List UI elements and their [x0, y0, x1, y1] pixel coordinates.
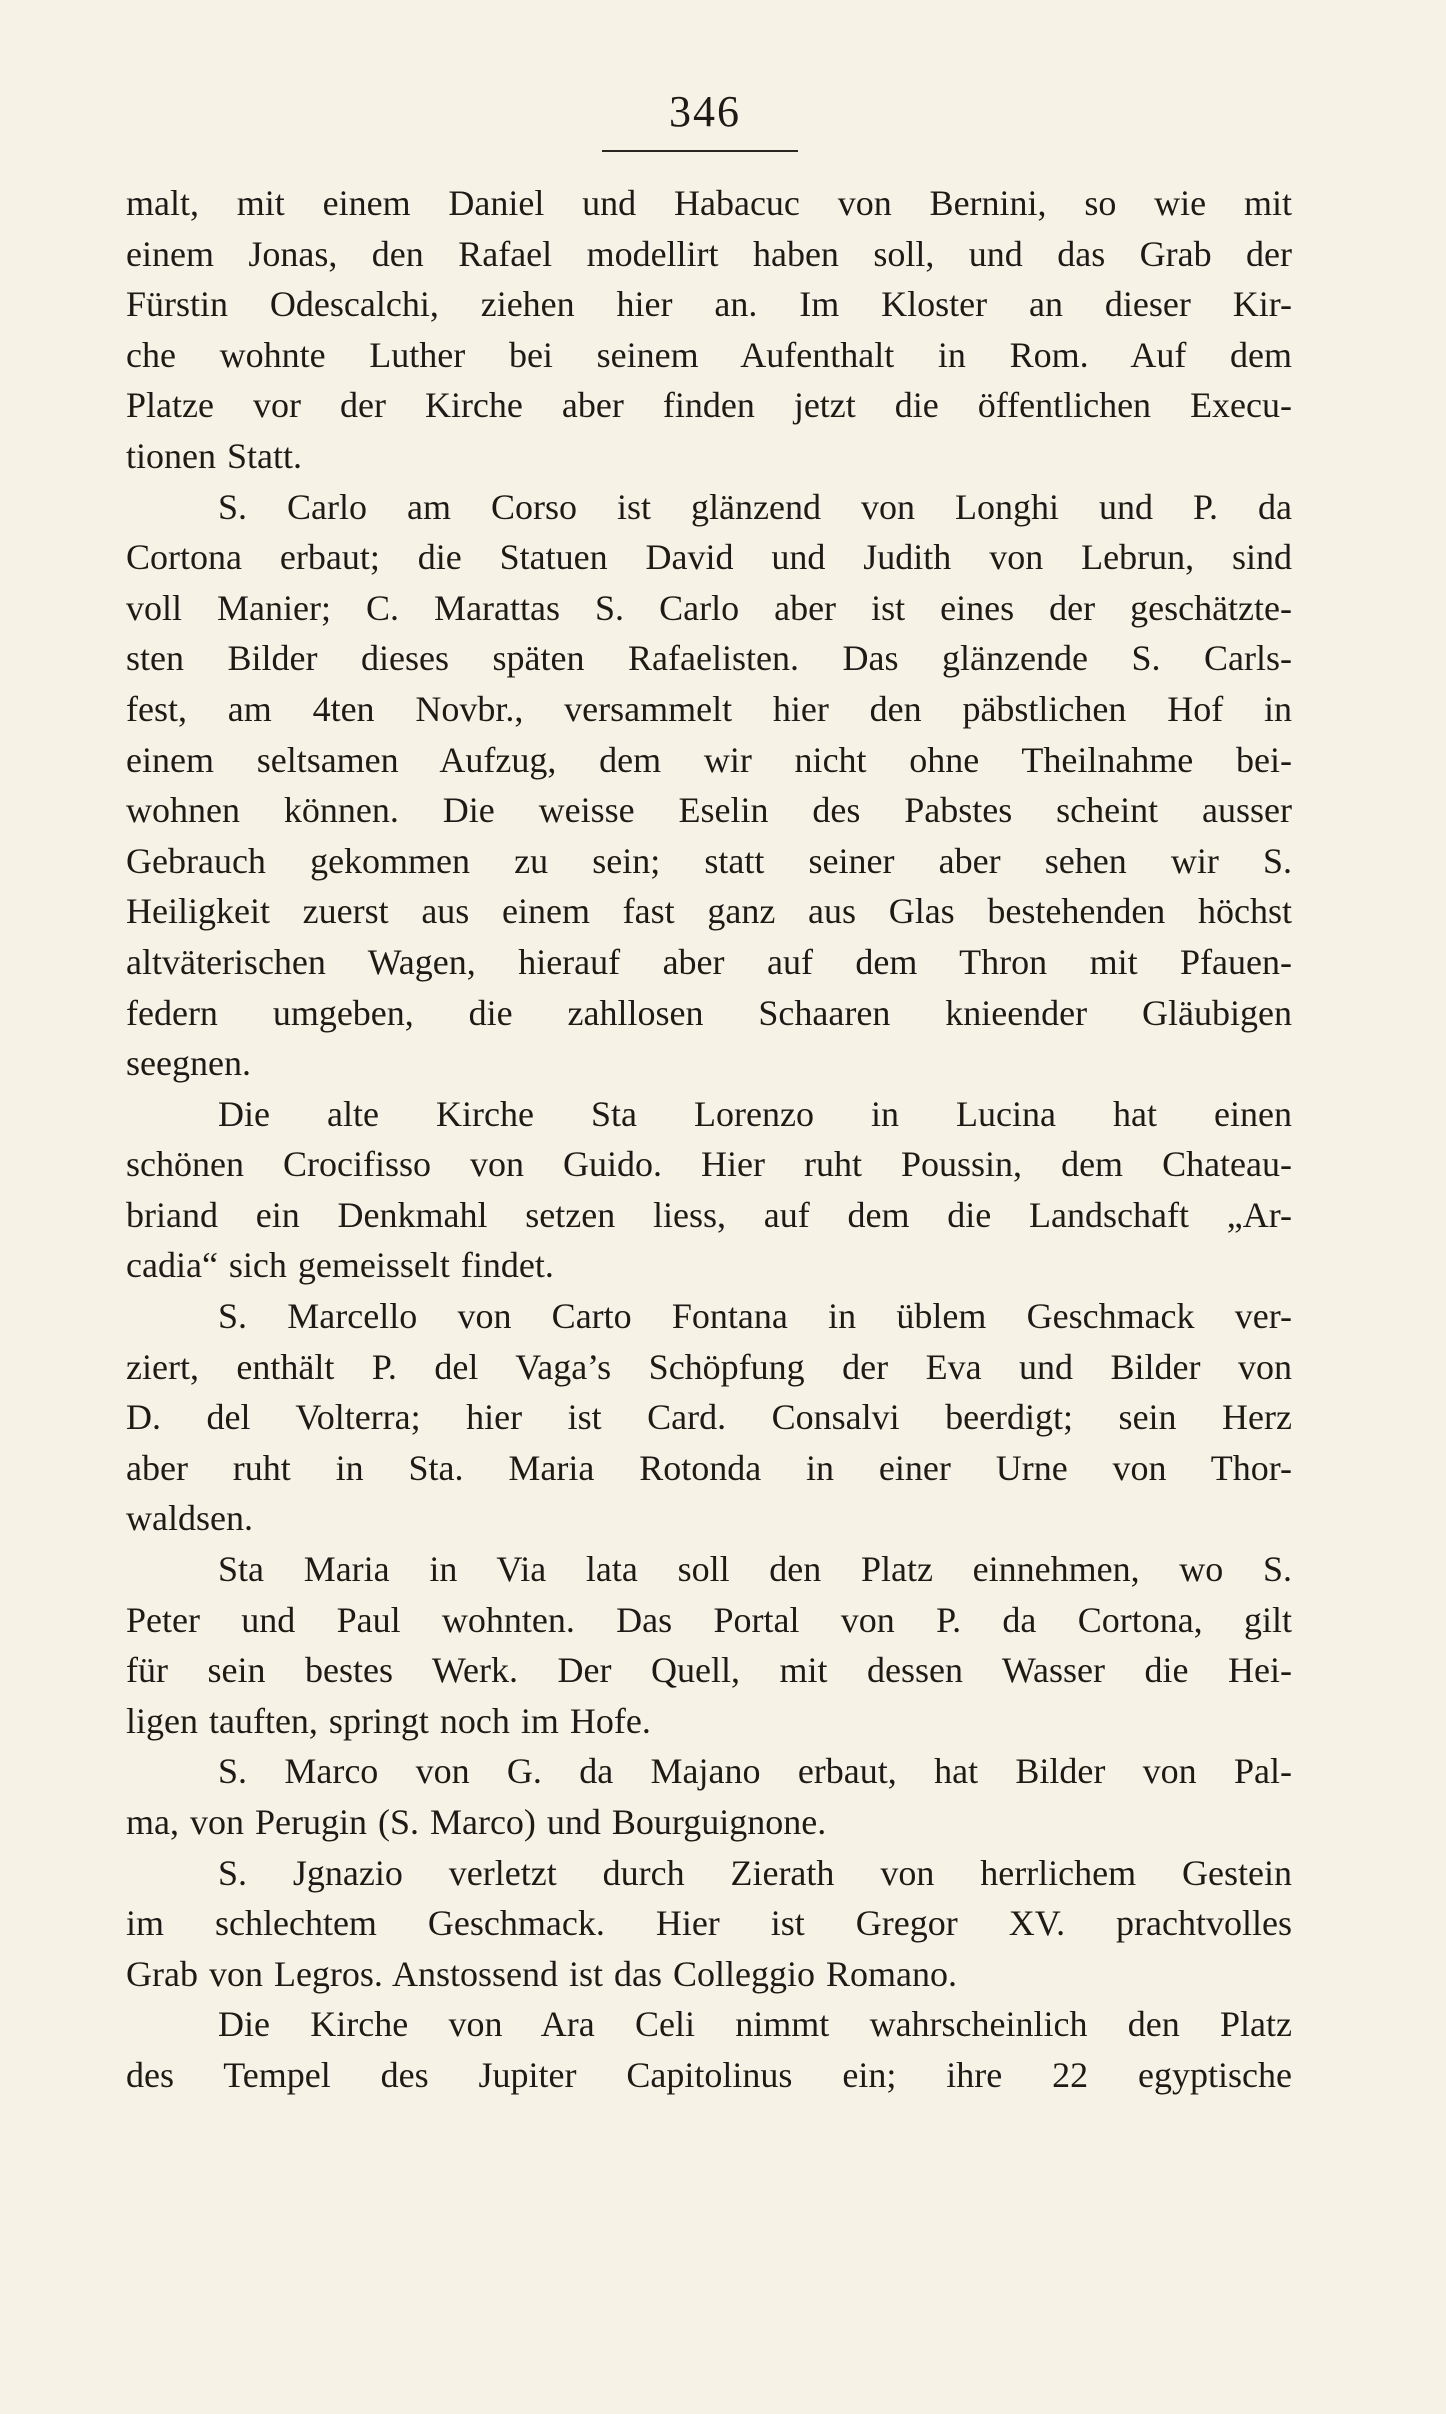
text-line: Fürstin Odescalchi, ziehen hier an. Im Kloster an dieser Kir- — [126, 284, 1292, 325]
paragraph-1 — [126, 178, 1292, 482]
text-line: schönen Crocifisso von Guido. Hier ruht Poussin, dem Chateau- — [126, 1144, 1292, 1185]
text-line: S. Marcello von Carto Fontana in üblem Geschmack ver- — [218, 1296, 1292, 1337]
text-line: ma, von Perugin (S. Marco) und Bourguignone. — [126, 1802, 827, 1842]
text-line: malt, mit einem Daniel und Habacuc von Bernini, so wie mit — [126, 183, 1292, 223]
text-line: sten Bilder dieses späten Rafaelisten. Das glänzende S. Carls- — [126, 638, 1292, 679]
text-line: Grab von Legros. Anstossend ist das Colleggio Romano. — [126, 1953, 957, 1994]
text-line: ligen tauften, springt noch im Hofe. — [126, 1700, 651, 1741]
text-line: D. del Volterra; hier ist Card. Consalvi beerdigt; sein Herz — [126, 1397, 1292, 1438]
text-line: aber ruht in Sta. Maria Rotonda in einer Urne von Thor- — [126, 1447, 1292, 1488]
text-line: tionen Statt. — [126, 435, 302, 476]
text-line: Peter und Paul wohnten. Das Portal von P. da Cortona, gilt — [126, 1599, 1292, 1640]
text-line: seegnen. — [126, 1043, 251, 1084]
text-line: Platze vor der Kirche aber finden jetzt die öffentlichen Execu- — [126, 385, 1292, 426]
text-line: voll Manier; C. Marattas S. Carlo aber ist eines der geschätzte- — [126, 587, 1292, 628]
text-line: im schlechtem Geschmack. Hier ist Gregor XV. prachtvolles — [126, 1903, 1292, 1944]
text-line: ziert, enthält P. del Vaga’s Schöpfung der Eva und Bilder von — [126, 1346, 1292, 1387]
page-number: 346 — [669, 87, 741, 136]
text-line: cadia“ sich gemeisselt findet. — [126, 1245, 554, 1286]
text-line: für sein bestes Werk. Der Quell, mit dessen Wasser die Hei- — [126, 1650, 1292, 1691]
text-line: briand ein Denkmahl setzen liess, auf dem die Landschaft „Ar- — [126, 1194, 1292, 1235]
text-line: Gebrauch gekommen zu sein; statt seiner aber sehen wir S. — [126, 840, 1292, 881]
text-body — [126, 178, 1292, 2101]
text-line: che wohnte Luther bei seinem Aufenthalt in Rom. Auf dem — [126, 334, 1292, 375]
paragraph-5 — [126, 1544, 1292, 1746]
paragraph-6 — [126, 1746, 1292, 1847]
text-line: wohnen können. Die weisse Eselin des Pabstes scheint ausser — [126, 790, 1292, 831]
text-line: waldsen. — [126, 1498, 253, 1539]
text-line: Cortona erbaut; die Statuen David und Judith von Lebrun, sind — [126, 537, 1292, 578]
text-line: Die Kirche von Ara Celi nimmt wahrscheinlich den Platz — [218, 2004, 1292, 2045]
text-line: S. Marco von G. da Majano erbaut, hat Bilder von Pal- — [218, 1751, 1292, 1792]
text-line: S. Jgnazio verletzt durch Zierath von herrlichem Gestein — [218, 1852, 1292, 1893]
text-line: Die alte Kirche Sta Lorenzo in Lucina hat einen — [218, 1093, 1292, 1134]
header-rule — [602, 150, 798, 152]
text-line: fest, am 4ten Novbr., versammelt hier den päbstlichen Hof in — [126, 688, 1292, 729]
paragraph-7 — [126, 1848, 1292, 2000]
paragraph-2 — [126, 482, 1292, 1089]
paragraph-4 — [126, 1291, 1292, 1544]
text-line: altväterischen Wagen, hierauf aber auf dem Thron mit Pfauen- — [126, 941, 1292, 982]
text-line: S. Carlo am Corso ist glänzend von Longhi und P. da — [218, 486, 1292, 527]
text-line: einem seltsamen Aufzug, dem wir nicht ohne Theilnahme bei- — [126, 739, 1292, 780]
paragraph-3 — [126, 1089, 1292, 1291]
text-line: des Tempel des Jupiter Capitolinus ein; ihre 22 egyptische — [126, 2054, 1292, 2095]
text-line: federn umgeben, die zahllosen Schaaren knieender Gläubigen — [126, 992, 1292, 1033]
paragraph-8 — [126, 1999, 1292, 2100]
text-line: einem Jonas, den Rafael modellirt haben soll, und das Grab der — [126, 233, 1292, 274]
text-line: Sta Maria in Via lata soll den Platz einnehmen, wo S. — [218, 1549, 1292, 1590]
text-line: Heiligkeit zuerst aus einem fast ganz aus Glas bestehenden höchst — [126, 891, 1292, 932]
